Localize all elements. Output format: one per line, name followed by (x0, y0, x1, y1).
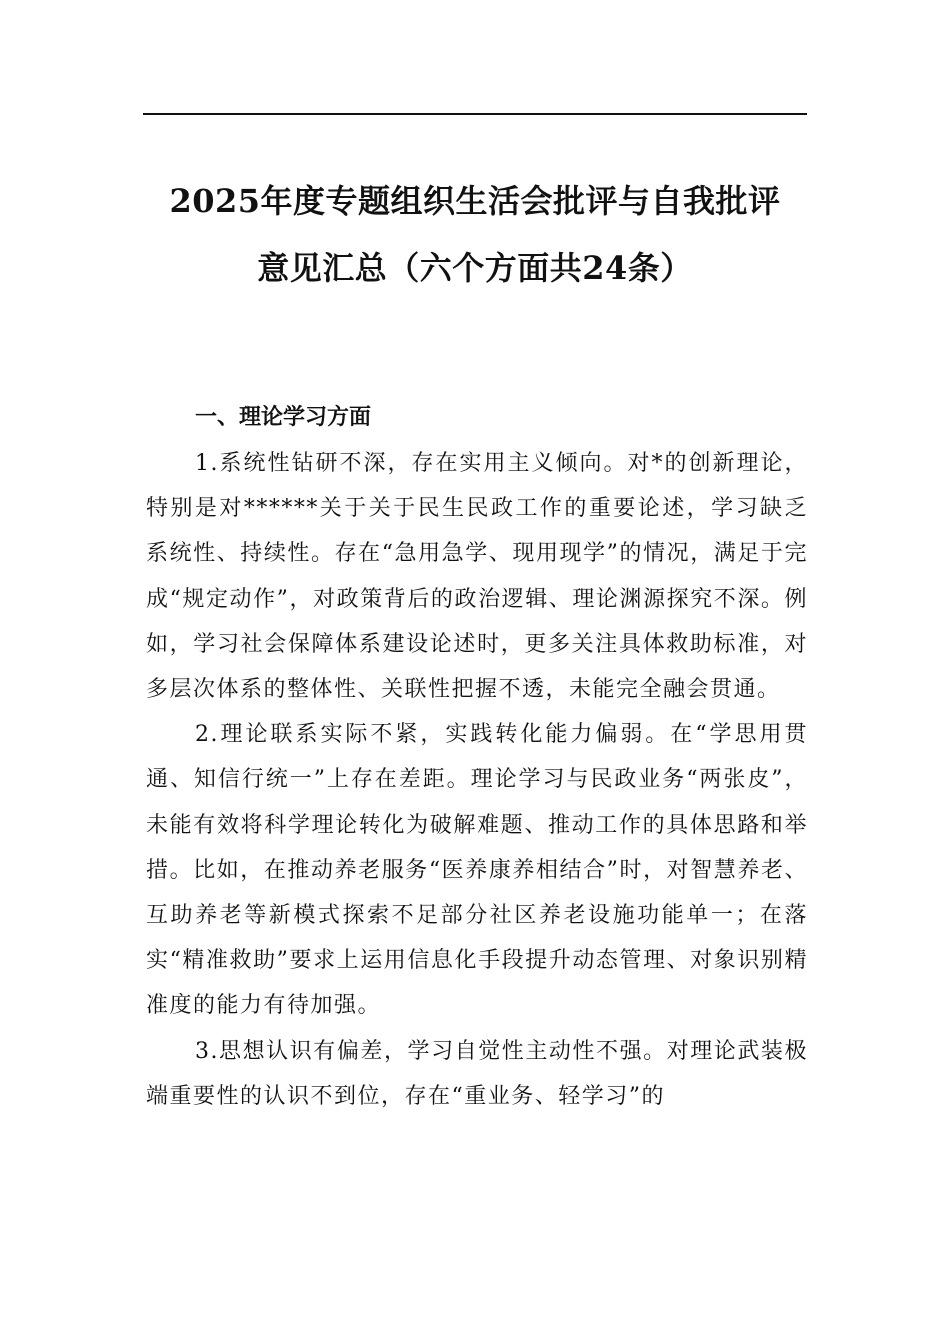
section-heading: 一、理论学习方面 (195, 404, 372, 430)
paragraph-1: 1.系统性钻研不深，存在实用主义倾向。对*的创新理论，特别是对******关于关于民生民政工作的重要论述，学习缺乏系统性、持续性。存在“急用急学、现用现学”的情况，满足于完成“规定动作”，对政策背后的政治逻辑、理论渊源探究不深。例如，学习社会保障体系建设论述时，更多关注具体救助标准，对多层次体系的整体性、关联性把握不透，未能完全融会贯通。 (146, 451, 808, 703)
paragraph-2: 2.理论联系实际不紧，实践转化能力偏弱。在“学思用贯通、知信行统一”上存在差距。理论学习与民政业务“两张皮”，未能有效将科学理论转化为破解难题、推动工作的具体思路和举措。比如，在推动养老服务“医养康养相结合”时，对智慧养老、互助养老等新模式探索不足部分社区养老设施功能单一；在落实“精准救助”要求上运用信息化手段提升动态管理、对象识别精准度的能力有待加强。 (146, 722, 808, 1019)
paragraph-3: 3.思想认识有偏差，学习自觉性主动性不强。对理论武装极端重要性的认识不到位，存在“重业务、轻学习”的 (146, 1038, 808, 1109)
body-text (146, 441, 808, 1119)
title-line-1: 2025年度专题组织生活会批评与自我批评 (169, 182, 781, 220)
header-rule (143, 113, 807, 115)
title-line-2: 意见汇总（六个方面共24条） (257, 249, 693, 287)
document-title (143, 168, 807, 302)
